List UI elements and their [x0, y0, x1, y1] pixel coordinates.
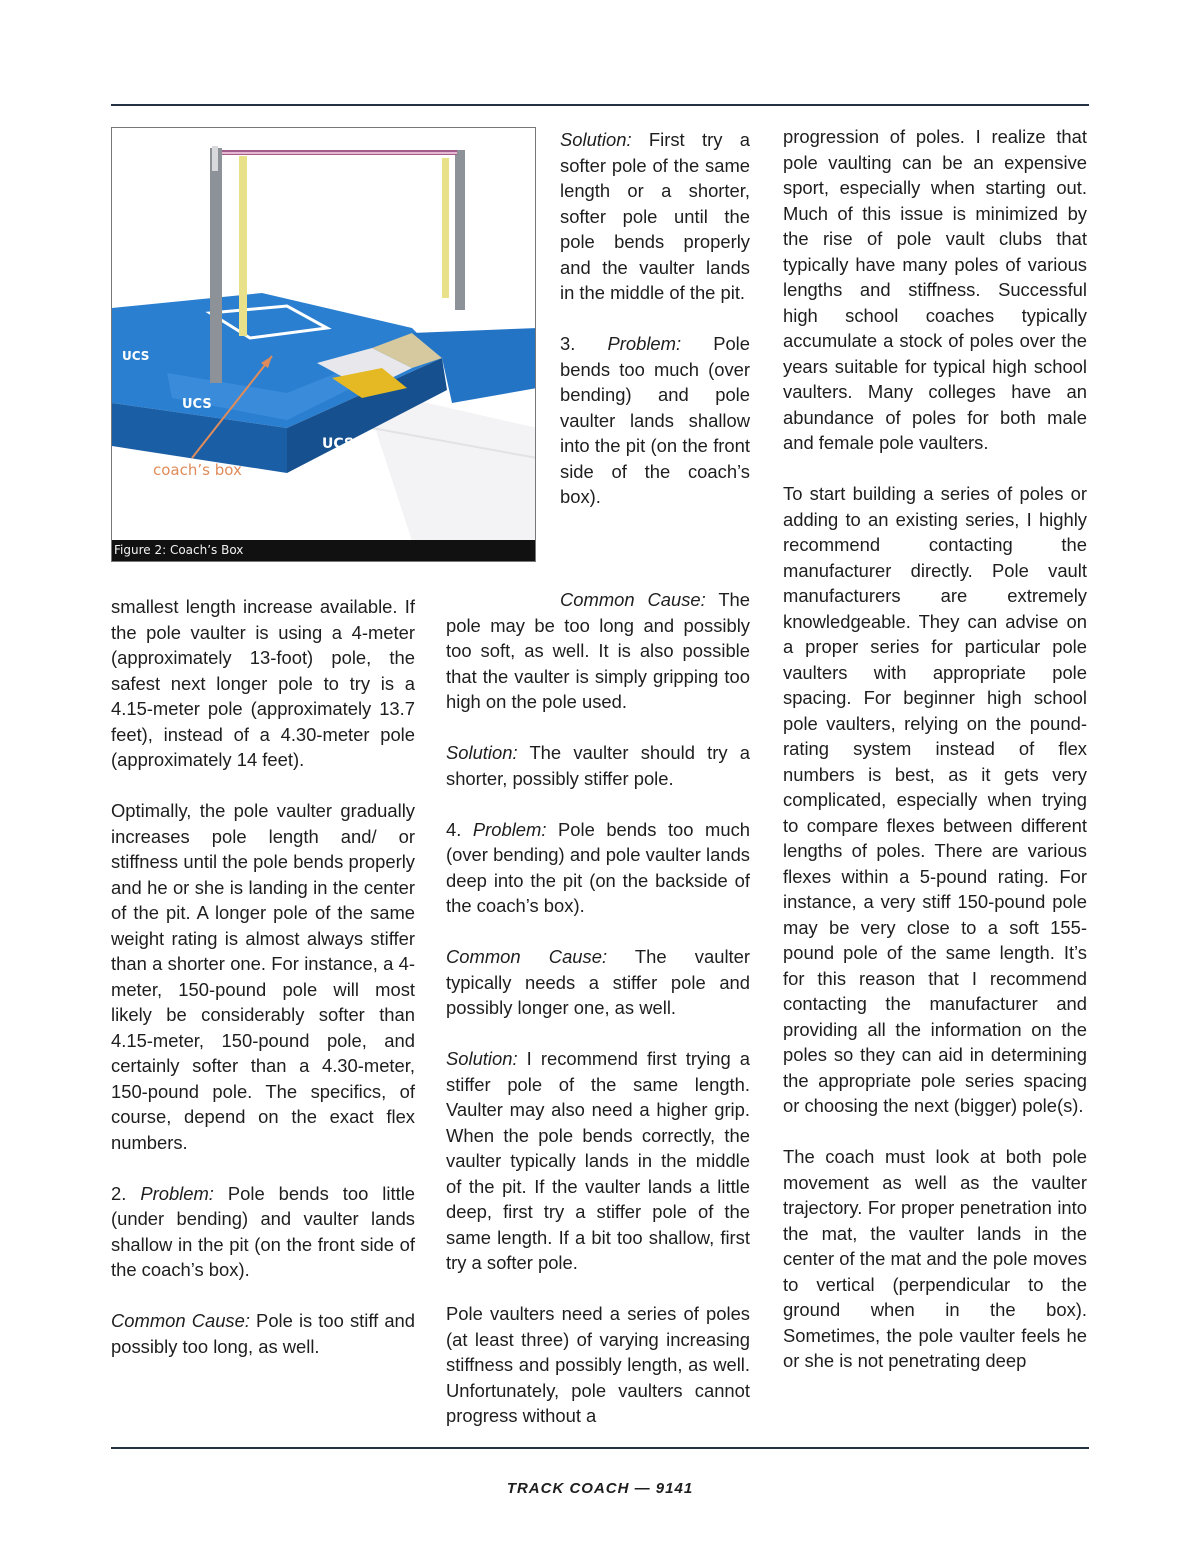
paragraph-text: The pole may be too long and possibly too soft, as well. It is also possible that the vaulter is simply gripping too high on the pole used. [446, 589, 751, 712]
svg-text:UCS ≡: UCS ≡ [322, 436, 371, 452]
cause-label: Common Cause: [111, 1310, 250, 1331]
solution-label: Solution: [446, 1048, 518, 1069]
item-number: 4. [446, 818, 473, 840]
figure-coachs-box [111, 127, 536, 562]
item-number: 3. [560, 333, 608, 354]
top-rule [111, 104, 1089, 106]
column-2-upper [560, 127, 750, 510]
problem-label: Problem: [140, 1182, 214, 1204]
paragraph [560, 127, 750, 306]
paragraph-text: Pole bends too much (over bending) and pole vaulter lands deep into the pit (on the backside of the coach’s box). [446, 818, 751, 916]
bottom-rule [111, 1447, 1089, 1449]
paragraph [783, 124, 1087, 456]
paragraph [111, 1308, 415, 1359]
paragraph-text: The vaulter should try a shorter, possibly stiffer pole. [446, 742, 750, 789]
paragraph-text: To start building a series of poles or adding to an existing series, I highly recommend contacting the manufacturer directly. Pole vault manufacturers are extremely knowledgeable. They can advise on a proper series for particular pole vaulters with appropriate pole spacing. For beginner high school pole vaulters, relying on the pound-rating system instead of flex numbers is best, as it gets very complicated, especially when trying to compare flexes between different lengths of poles. There are various flexes within a 5-pound rating. For instance, a very stiff 150-pound pole may be very close to a soft 155-pound pole of the same length. It’s for this reason that I recommend contacting the manufacturer and providing all the information on the poles so they can aid in determining the appropriate pole series spacing or choosing the next (bigger) pole(s). [783, 483, 1087, 1116]
cause-label: Common Cause: [560, 589, 706, 610]
paragraph-text: Pole bends too much (over bending) and pole vaulter lands shallow into the pit (on the front side of the coach’s box). [560, 333, 750, 507]
paragraph [446, 817, 750, 919]
paragraph [783, 481, 1087, 1119]
paragraph [560, 331, 750, 510]
paragraph [446, 740, 750, 791]
page-footer: TRACK COACH — 9141 [506, 1480, 694, 1497]
solution-label: Solution: [446, 742, 518, 763]
paragraph-text: Optimally, the pole vaulter gradually increases pole length and/ or stiffness until the pole bends properly and he or she is landing in the center of the pit. A longer pole of the same weight rating is almost always stiffer than a shorter one. For instance, a 4-meter, 150-pound pole will most likely be considerably softer than 4.15-meter, 150-pound pole, and certainly softer than a 4.30-meter, 150-pound pole. The specifics, of course, depend on the exact flex numbers. [111, 800, 415, 1153]
paragraph-text: progression of poles. I realize that pole vaulting can be an expensive sport, especially when starting out. Much of this issue is minimized by the rise of pole vault clubs that typically have many poles of various lengths and stiffness. Successful high school coaches typically accumulate a stock of poles over the years suitable for typical high school vaulters. Many colleges have an abundance of poles for both male and female pole vaulters. [783, 126, 1087, 453]
svg-text:UCS: UCS [122, 349, 150, 363]
paragraph-text: Pole bends too little (under bending) and vaulter lands shallow in the pit (on the front side of the coach’s box). [111, 1182, 416, 1280]
item-number: 2. [111, 1182, 141, 1204]
paragraph [446, 944, 750, 1021]
cause-label: Common Cause: [446, 946, 608, 967]
paragraph [111, 594, 415, 773]
problem-label: Problem: [607, 333, 682, 354]
paragraph-text: First try a softer pole of the same length or a shorter, softer pole until the pole bends properly and the vaulter lands in the middle of the pit. [560, 129, 750, 303]
paragraph-text: I recommend first trying a stiffer pole of the same length. Vaulter may also need a higher grip. When the pole bends correctly, the vaulter typically lands in the middle of the pit. If the vaulter lands a little deep, first try a stiffer pole of the same length. If a bit too shallow, first try a softer pole. [446, 1048, 750, 1273]
paragraph [783, 1144, 1087, 1374]
paragraph-text: smallest length increase available. If the pole vaulter is using a 4-meter (approximately 13-foot) pole, the safest next longer pole to try is a 4.15-meter pole (approximately 13.7 feet), instead of a 4.30-meter pole (approximately 14 feet). [111, 596, 415, 770]
paragraph [111, 798, 415, 1155]
paragraph-text: Pole vaulters need a series of poles (at least three) of varying increasing stiffness and possibly length, as well. Unfortunately, pole vaulters cannot progress without a [446, 1303, 750, 1426]
paragraph [111, 1181, 415, 1283]
paragraph [446, 587, 750, 715]
problem-label: Problem: [472, 818, 547, 840]
paragraph-text: The coach must look at both pole movement as well as the vaulter trajectory. For proper penetration into the mat, the vaulter lands in the center of the mat and the pole moves to vertical (perpendicular to the ground when in the box). Sometimes, the pole vaulter feels he or she is not penetrating deep [783, 1146, 1087, 1371]
coachs-box-callout-label: coach’s box [153, 461, 242, 479]
pole-vault-pit-illustration [112, 128, 536, 562]
figure-caption: Figure 2: Coach’s Box [112, 540, 535, 561]
paragraph-text: Pole is too stiff and possibly too long, as well. [111, 1310, 416, 1357]
column-3 [783, 124, 1087, 1374]
paragraph [446, 1046, 750, 1276]
column-2-lower [446, 587, 750, 1429]
column-1 [111, 594, 415, 1359]
svg-text:UCS: UCS [182, 397, 212, 412]
paragraph [446, 1301, 750, 1429]
paragraph-text: The vaulter typically needs a stiffer pole and possibly longer one, as well. [446, 946, 750, 1018]
solution-label: Solution: [560, 129, 632, 150]
